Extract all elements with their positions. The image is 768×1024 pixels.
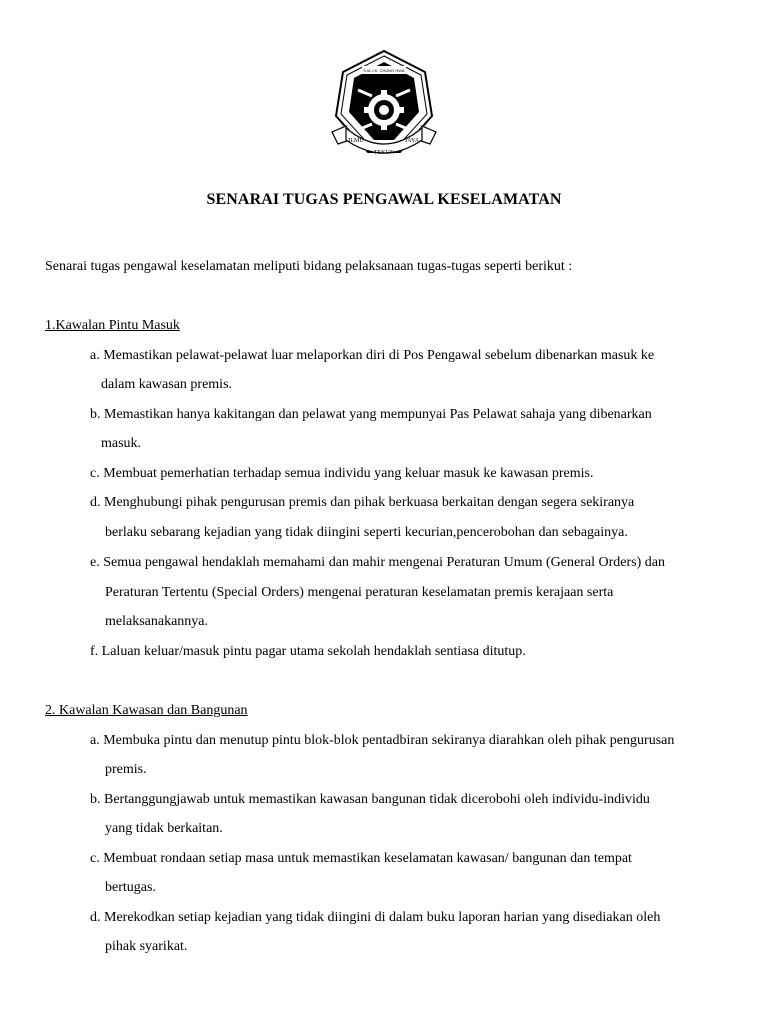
section-1-line: d. Menghubungi pihak pengurusan premis dan pihak berkuasa berkaitan dengan segera sekiranya [90,495,635,510]
section-1-line: dalam kawasan premis. [101,377,233,392]
logo-ribbon-right: JAYA [404,138,420,144]
section-2-line: d. Merekodkan setiap kejadian yang tidak diingini di dalam buku laporan harian yang disediakan oleh [90,910,661,925]
document-title: SENARAI TUGAS PENGAWAL KESELAMATAN [206,191,562,208]
section-1-line: Peraturan Tertentu (Special Orders) mengenai peraturan keselamatan premis kerajaan serta [105,585,614,600]
section-2-line: b. Bertanggungjawab untuk memastikan kawasan bangunan tidak dicerobohi oleh individu-individu [90,792,650,807]
logo-ribbon-left: ILMU [348,138,364,144]
logo-ribbon-center: TEKUN [373,150,395,156]
section-2-heading: 2. Kawalan Kawasan dan Bangunan [45,703,248,718]
section-1-line: c. Membuat pemerhatian terhadap semua individu yang keluar masuk ke kawasan premis. [90,466,594,481]
section-1-line: a. Memastikan pelawat-pelawat luar melaporkan diri di Pos Pengawal sebelum dibenarkan masuk ke [90,348,655,363]
section-2-line: c. Membuat rondaan setiap masa untuk memastikan keselamatan kawasan/ bangunan dan tempat [90,851,632,866]
logo-top-text: S.M.J.K. CHUNG HWA [363,68,405,73]
section-1-heading: 1.Kawalan Pintu Masuk [45,318,180,333]
section-2-line: yang tidak berkaitan. [105,821,223,836]
section-2-line: a. Membuka pintu dan menutup pintu blok-blok pentadbiran sekiranya diarahkan oleh pihak pengurusan [90,733,675,748]
section-2-line: pihak syarikat. [105,939,188,954]
section-2-line: bertugas. [105,880,156,895]
section-1-line: masuk. [101,436,142,451]
school-crest-logo [328,48,440,164]
section-1-line: f. Laluan keluar/masuk pintu pagar utama sekolah hendaklah sentiasa ditutup. [90,644,526,659]
section-2-line: premis. [105,762,147,777]
intro-paragraph: Senarai tugas pengawal keselamatan meliputi bidang pelaksanaan tugas-tugas seperti berikut : [45,259,573,274]
section-1-line: melaksanakannya. [105,614,209,629]
section-1-line: berlaku sebarang kejadian yang tidak diingini seperti kecurian,pencerobohan dan sebagainya. [105,525,628,540]
section-1-line: b. Memastikan hanya kakitangan dan pelawat yang mempunyai Pas Pelawat sahaja yang dibenarkan [90,407,652,422]
section-1-line: e. Semua pengawal hendaklah memahami dan mahir mengenai Peraturan Umum (General Orders) dan [90,555,665,570]
